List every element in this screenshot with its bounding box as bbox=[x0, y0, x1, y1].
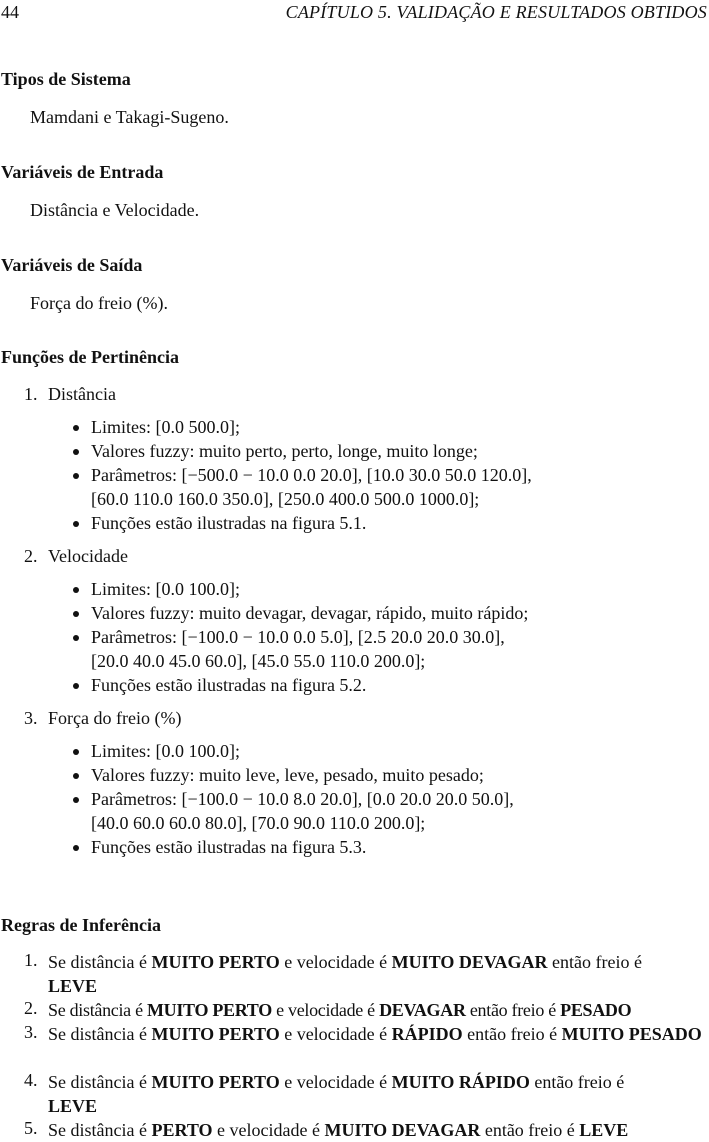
bullet-icon bbox=[73, 473, 79, 479]
rule-brake-value: LEVE bbox=[48, 976, 98, 996]
rule-speed-value: MUITO DEVAGAR bbox=[324, 1120, 481, 1140]
bullet-icon bbox=[73, 845, 79, 851]
bullet-icon bbox=[73, 521, 79, 527]
rule-speed-value: DEVAGAR bbox=[379, 1000, 466, 1020]
bullet-icon bbox=[73, 587, 79, 593]
limits-text: Limites: [0.0 100.0]; bbox=[91, 741, 240, 761]
section-text-entrada: Distância e Velocidade. bbox=[30, 200, 200, 220]
fuzzy-values-text: Valores fuzzy: muito devagar, devagar, rápido, muito rápido; bbox=[91, 603, 529, 623]
rule-distance-value: MUITO PERTO bbox=[146, 1000, 272, 1020]
params-line-2: [20.0 40.0 45.0 60.0], [45.0 55.0 110.0 200.0]; bbox=[91, 651, 426, 671]
rule-number: 4. bbox=[24, 1070, 38, 1090]
section-title-funcoes: Funções de Pertinência bbox=[1, 347, 179, 367]
item-name: Velocidade bbox=[48, 546, 128, 566]
item-number: 3. bbox=[24, 708, 38, 728]
params-line-1: Parâmetros: [−100.0 − 10.0 8.0 20.0], [0.0 20.0 20.0 50.0], bbox=[91, 789, 514, 809]
rule-speed-value: MUITO DEVAGAR bbox=[391, 952, 548, 972]
item-name: Força do freio (%) bbox=[48, 708, 182, 728]
rule-brake-value: LEVE bbox=[579, 1120, 629, 1140]
params-line-2: [60.0 110.0 160.0 350.0], [250.0 400.0 500.0 1000.0]; bbox=[91, 489, 480, 509]
limits-text: Limites: [0.0 500.0]; bbox=[91, 417, 240, 437]
figure-ref-text: Funções estão ilustradas na figura 5.2. bbox=[91, 675, 367, 695]
bullet-icon bbox=[73, 449, 79, 455]
bullet-icon bbox=[73, 611, 79, 617]
section-text-tipos: Mamdani e Takagi-Sugeno. bbox=[30, 107, 229, 127]
rule-speed-value: MUITO RÁPIDO bbox=[391, 1072, 530, 1092]
bullet-icon bbox=[73, 749, 79, 755]
section-title-entrada: Variáveis de Entrada bbox=[1, 162, 164, 182]
rule-text: Se distância é MUITO PERTO e velocidade é MUITO RÁPIDO então freio é LEVE bbox=[48, 1072, 625, 1116]
limits-text: Limites: [0.0 100.0]; bbox=[91, 579, 240, 599]
section-title-saida: Variáveis de Saída bbox=[1, 255, 143, 275]
params-line-1: Parâmetros: [−500.0 − 10.0 0.0 20.0], [10.0 30.0 50.0 120.0], bbox=[91, 465, 532, 485]
params-line-2: [40.0 60.0 60.0 80.0], [70.0 90.0 110.0 200.0]; bbox=[91, 813, 426, 833]
item-number: 2. bbox=[24, 546, 38, 566]
item-number: 1. bbox=[24, 384, 38, 404]
section-title-regras: Regras de Inferência bbox=[1, 915, 161, 935]
rule-number: 2. bbox=[24, 998, 38, 1018]
bullet-icon bbox=[73, 773, 79, 779]
rule-brake-value: MUITO PESADO bbox=[561, 1024, 702, 1044]
rule-text: Se distância é PERTO e velocidade é MUITO DEVAGAR então freio é LEVE bbox=[48, 1120, 629, 1140]
chapter-title: CAPÍTULO 5. VALIDAÇÃO E RESULTADOS OBTIDOS bbox=[285, 2, 707, 22]
rule-number: 3. bbox=[24, 1022, 38, 1042]
bullet-icon bbox=[73, 683, 79, 689]
rule-number: 1. bbox=[24, 950, 38, 970]
figure-ref-text: Funções estão ilustradas na figura 5.1. bbox=[91, 513, 367, 533]
rule-distance-value: MUITO PERTO bbox=[151, 1072, 280, 1092]
bullet-icon bbox=[73, 797, 79, 803]
fuzzy-values-text: Valores fuzzy: muito leve, leve, pesado, muito pesado; bbox=[91, 765, 484, 785]
page-number: 44 bbox=[1, 2, 19, 22]
bullet-icon bbox=[73, 635, 79, 641]
figure-ref-text: Funções estão ilustradas na figura 5.3. bbox=[91, 837, 367, 857]
rule-brake-value: LEVE bbox=[48, 1096, 98, 1116]
section-text-saida: Força do freio (%). bbox=[30, 293, 168, 313]
rule-text: Se distância é MUITO PERTO e velocidade é MUITO DEVAGAR então freio é LEVE bbox=[48, 952, 642, 996]
rule-distance-value: PERTO bbox=[151, 1120, 213, 1140]
bullet-icon bbox=[73, 425, 79, 431]
rule-text: Se distância é MUITO PERTO e velocidade é RÁPIDO então freio é MUITO PESADO bbox=[48, 1024, 702, 1044]
item-name: Distância bbox=[48, 384, 116, 404]
rule-text: Se distância é MUITO PERTO e velocidade é DEVAGAR então freio é PESADO bbox=[48, 1000, 632, 1020]
section-title-tipos: Tipos de Sistema bbox=[1, 69, 131, 89]
rule-speed-value: RÁPIDO bbox=[391, 1024, 463, 1044]
page-header bbox=[0, 2, 709, 24]
rule-distance-value: MUITO PERTO bbox=[151, 1024, 280, 1044]
rule-number: 5. bbox=[24, 1118, 38, 1138]
rule-distance-value: MUITO PERTO bbox=[151, 952, 280, 972]
params-line-1: Parâmetros: [−100.0 − 10.0 0.0 5.0], [2.5 20.0 20.0 30.0], bbox=[91, 627, 505, 647]
fuzzy-values-text: Valores fuzzy: muito perto, perto, longe, muito longe; bbox=[91, 441, 478, 461]
rule-brake-value: PESADO bbox=[560, 1000, 632, 1020]
